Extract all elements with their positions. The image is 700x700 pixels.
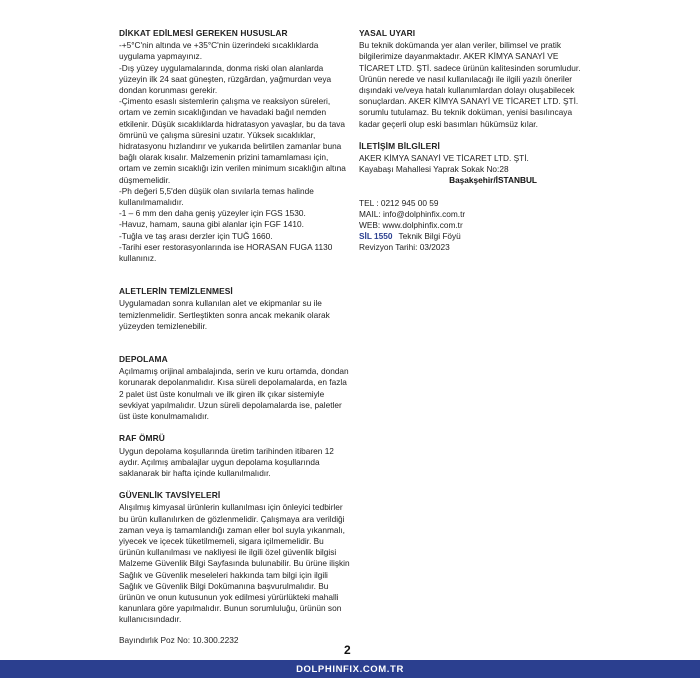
email[interactable]: MAIL: info@dolphinfix.com.tr (359, 208, 466, 219)
bullet-line: -Çimento esaslı sistemlerin çalışma ve reaksiyon süreleri, ortam ve zemin sıcaklığından ve havadaki bağıl nemden etkilenir. Düşük sıcaklıklarda hidratasyon yavaşlar, bu da tava ömrünü ve çalışma süresini uzatır. Yüksek sıcaklıklar, hidratasyonu hızlandırır ve yukarıda belirtilen zamanlar buna bağlı olarak kısalır. Malzemenin prizini tamamlaması için, ortam ve zemin sıcaklığı izin verilen minimum sıcaklığın altına düşmemelidir. (119, 96, 346, 185)
document-label: Teknik Bilgi Föyü (398, 231, 461, 242)
phone: TEL : 0212 945 00 59 (359, 197, 439, 208)
address: Kayabaşı Mahallesi Yaprak Sokak No:28 (359, 164, 509, 175)
section-yasal (359, 28, 591, 130)
paragraph: Alışılmış kimyasal ürünlerin kullanılması için önleyici tedbirler bu ürün kullanılırken de gözlenmelidir. Çalışmaya ara verildiği zaman veya iş tamamlandığı zaman eller bol suyla yıkanmalı, yiyecek ve içecek tüketilmemeli, sigara içilmemelidir. Bu ürünün kullanılması ve nakliyesi ile ilgili özel güvenlik bilgisi Malzeme Güvenlik Bilgi Sayfasında bulunabilir. Bu ürüne ilişkin Sağlık ve Güvenlik meseleleri hakkında tam bilgi için ilgili Sağlık ve Güvenlik Bilgi Dokümanına başvurulmalıdır. Bu ürünün ve onun kutusunun yok edilmesi yürürlükteki mahalli kanunlara göre yapılmalıdır. Bunun sorumluluğu, ürünün son kullanıcısındadır. (119, 502, 350, 625)
city: İSTANBUL (495, 175, 537, 186)
bullet-line: -Havuz, hamam, sauna gibi alanlar için FGF 1410. (119, 219, 304, 230)
section-dikkat (119, 28, 351, 264)
bayindirlik-poz-no: Bayındırlık Poz No: 10.300.2232 (119, 635, 239, 645)
product-code: SİL 1550 (359, 231, 393, 242)
section-depolama (119, 354, 351, 422)
company-name: AKER KİMYA SANAYİ VE TİCARET LTD. ŞTİ. (359, 153, 529, 164)
paragraph: Uygun depolama koşullarında üretim tarihinden itibaren 12 aydır. Açılmış ambalajlar uygun depolama koşullarında saklanarak bir hafta içinde kullanılmalıdır. (119, 445, 334, 478)
section-heading: GÜVENLİK TAVSİYELERİ (119, 490, 221, 501)
right-column (359, 28, 591, 265)
bullet-line: -Ph değeri 5,5'den düşük olan sıvılarla temas halinde kullanılmamalıdır. (119, 185, 314, 208)
section-guvenlik (119, 490, 351, 625)
section-heading: DİKKAT EDİLMESİ GEREKEN HUSUSLAR (119, 28, 288, 38)
section-aletler (119, 286, 351, 332)
section-heading: DEPOLAMA (119, 354, 168, 365)
section-heading: ALETLERİN TEMİZLENMESİ (119, 286, 233, 297)
section-heading: RAF ÖMRÜ (119, 433, 165, 444)
section-heading: YASAL UYARI (359, 28, 416, 38)
bullet-line: -Tuğla ve taş arası derzler için TUĞ 1660. (119, 230, 273, 241)
paragraph: Açılmamış orijinal ambalajında, serin ve kuru ortamda, dondan korunarak depolanmalıdır. Kısa süreli depolamalarda, en fazla 2 palet üst üste konulmalı ve ilk giren ilk çıkar sistemiyle sevkiyat yapılmalıdır. Uzun süreli depolamalarda ise, paletler üst üste konulmamalıdır. (119, 366, 349, 422)
bullet-line: -Tarihi eser restorasyonlarında ise HORASAN FUGA 1130 kullanınız. (119, 241, 333, 264)
section-iletisim (359, 141, 591, 254)
section-heading: İLETİŞİM BİLGİLERİ (359, 140, 440, 151)
district: Başakşehir/ (449, 175, 496, 186)
section-raf (119, 433, 351, 479)
bullet-line: -Dış yüzey uygulamalarında, donma riski olan alanlarda yüzeyin ilk 24 saat güneşten, rüzgârdan, yağmurdan veya dondan korunması gerekir. (119, 62, 332, 96)
footer-bar (0, 660, 700, 678)
paragraph: Uygulamadan sonra kullanılan alet ve ekipmanlar su ile temizlenmelidir. Sertleştikten sonra ancak mekanik olarak yüzeyden temizlenebilir. (119, 298, 330, 331)
left-column (119, 28, 351, 637)
bullet-line: -+5°C'nin altında ve +35°C'nin üzerindeki sıcaklıklarda uygulama yapmayınız. (119, 40, 319, 62)
city-line (359, 175, 537, 186)
document-id-row (359, 231, 591, 242)
revision-date: Revizyon Tarihi: 03/2023 (359, 242, 450, 253)
footer-website[interactable]: DOLPHINFIX.COM.TR (296, 663, 404, 675)
page-number: 2 (344, 643, 351, 657)
paragraph: Bu teknik dokümanda yer alan veriler, bilimsel ve pratik bilgilerimize dayanmaktadır. AKER KİMYA SANAYİ VE TİCARET LTD. ŞTİ. sadece ürünün kalitesinden sorumludur. Ürünün nerede ve nasıl kullanılacağı ile ilgili yazılı öneriler dışındaki ve/veya hatalı kullanımlardan dolayı oluşabilecek sonuçlardan. AKER KİMYA SANAYİ VE TİCARET LTD. ŞTİ. sorumlu tutulamaz. Bu teknik doküman, yenisi basılıncaya kadar geçerli olup eski basımları hükümsüz kılar. (359, 40, 581, 129)
website[interactable]: WEB: www.dolphinfix.com.tr (359, 220, 463, 231)
bullet-line: -1 – 6 mm den daha geniş yüzeyler için FGS 1530. (119, 208, 306, 219)
